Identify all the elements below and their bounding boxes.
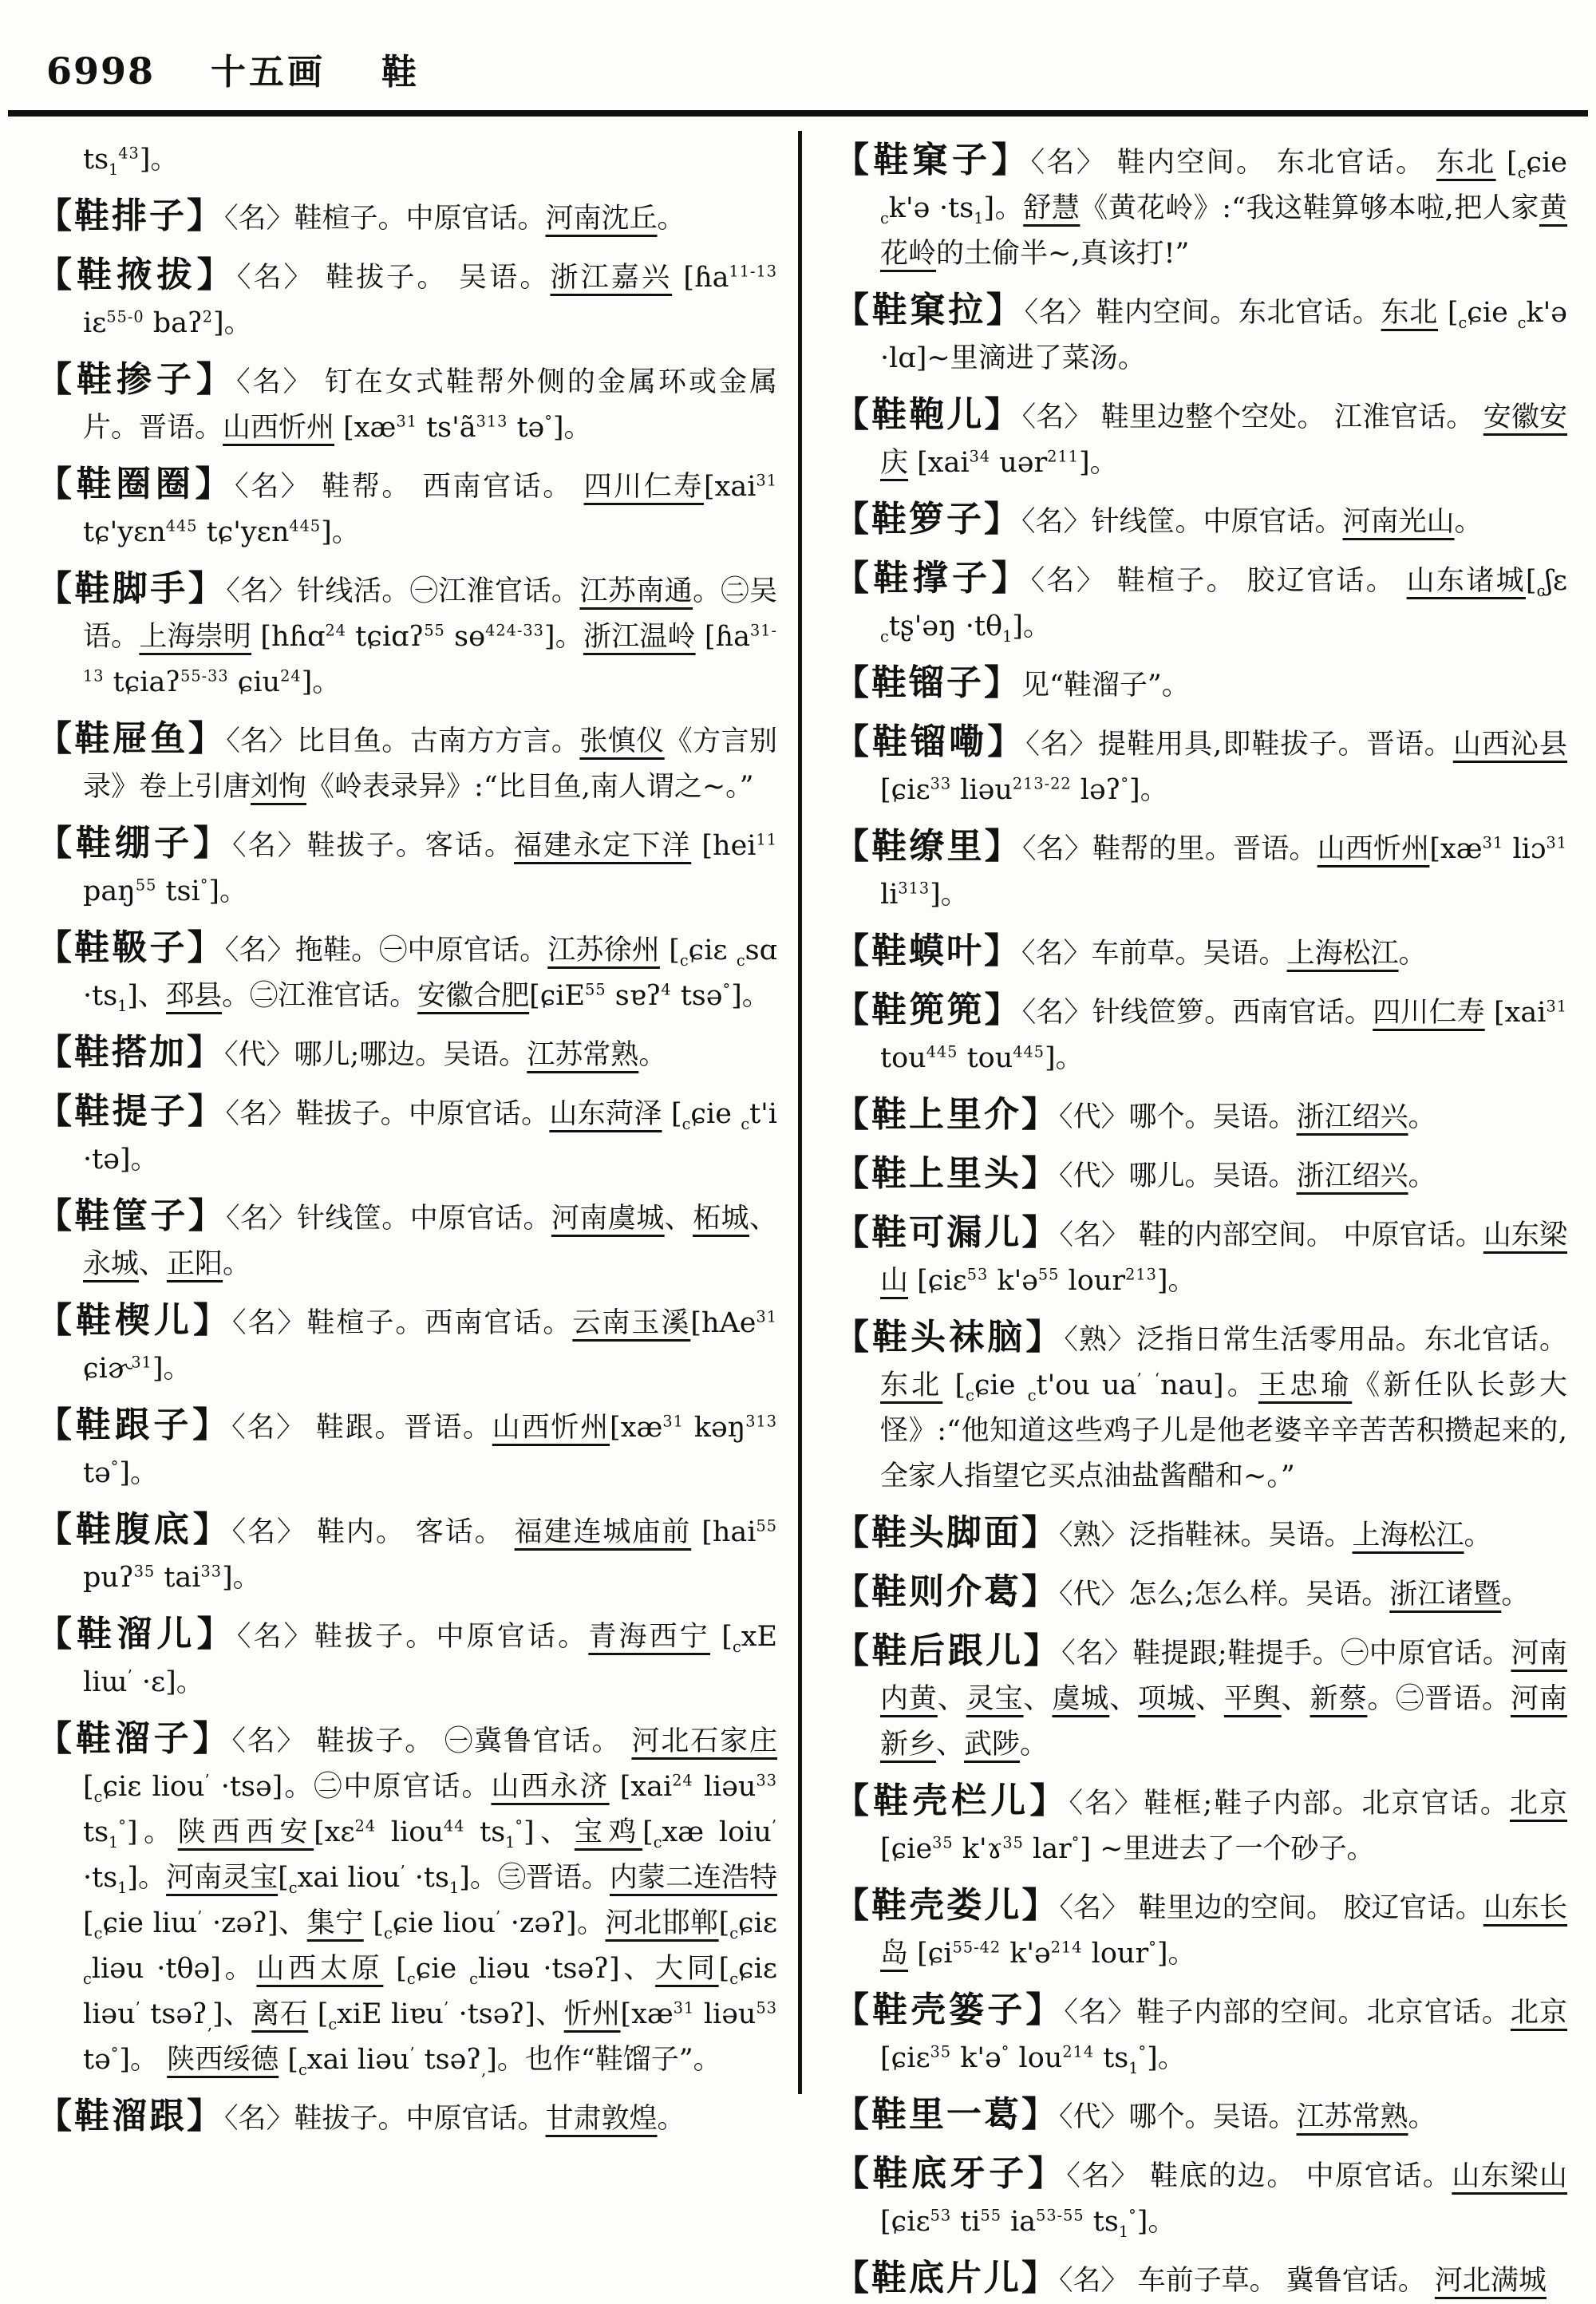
dictionary-entry	[834, 392, 1567, 486]
entry-body: 〈代〉哪个。吴语。江苏常熟。	[1059, 2101, 1436, 2133]
dictionary-entry	[834, 824, 1567, 918]
entry-headword: 【鞋上里介】	[834, 1094, 1059, 1135]
underlined-place-name: 刘恂	[251, 771, 307, 803]
entry-headword: 【鞋蟆叶】	[834, 931, 1021, 971]
dictionary-entry	[834, 660, 1567, 709]
underlined-place-name: 四川仁寿	[583, 471, 705, 503]
entry-headword: 【鞋腹底】	[37, 1509, 232, 1550]
underlined-place-name: 灵宝	[966, 1683, 1024, 1715]
dictionary-entry	[37, 2093, 777, 2142]
underlined-place-name: 浙江温岭	[583, 621, 696, 653]
entry-body: $ts_1^{43}$]。	[83, 144, 179, 180]
underlined-place-name: 北京	[1510, 1997, 1567, 2029]
dictionary-entry	[834, 1778, 1567, 1872]
entry-body: 〈名〉鞋楦子。西南官话。云南玉溪[hAe$^{31}$ ɕiɚ$^{31}$]。	[83, 1307, 777, 1385]
dictionary-entry	[834, 137, 1567, 277]
entry-body: 〈名〉针线笸箩。西南官话。四川仁寿 [xai$^{31}$ tou$^{445}$ tou$^{445}$]。	[880, 997, 1567, 1074]
dictionary-entry	[37, 1029, 777, 1078]
dictionary-entry	[834, 928, 1567, 977]
underlined-place-name: 项城	[1138, 1683, 1195, 1715]
underlined-place-name: 正阳	[167, 1248, 223, 1280]
dictionary-entry	[834, 1987, 1567, 2081]
underlined-place-name: 上海松江	[1352, 1520, 1464, 1551]
entry-headword: 【鞋则介葛】	[834, 1571, 1059, 1612]
stroke-section-title: 十五画	[211, 52, 326, 93]
underlined-place-name: 四川仁寿	[1373, 997, 1485, 1029]
underlined-place-name: 山西沁县	[1452, 729, 1567, 761]
underlined-place-name: 云南玉溪	[572, 1307, 691, 1339]
dictionary-entry	[37, 566, 777, 705]
entry-body: 〈名〉 鞋的内部空间。 中原官话。山东梁山 [ɕiɛ$^{53}$ k'ə$^{55}$ lour$^{213}$]。	[880, 1219, 1567, 1297]
entry-body: 〈名〉 鞋跟。晋语。山西忻州[$xæ^{31}$ kəŋ$^{313}$ tə°]。	[83, 1412, 777, 1489]
underlined-place-name: 东北	[880, 1369, 943, 1401]
underlined-place-name: 东北	[1436, 147, 1496, 179]
entry-headword: 【鞋壳栏儿】	[834, 1780, 1069, 1821]
dictionary-entry	[37, 357, 777, 451]
underlined-place-name: 浙江诸暨	[1389, 1579, 1502, 1610]
entry-headword: 【鞋筐子】	[37, 1195, 227, 1236]
radical-title: 鞋	[381, 52, 421, 93]
entry-body: 〈名〉拖鞋。㊀中原官话。江苏徐州 [$_cɕiɛ$ $_c$sɑ $\cdot ts_1$]、邳县。㊁江淮官话。安徽合肥[ɕiE$^{55}$ sɐʔ$^4$ tsə°]。	[83, 935, 778, 1016]
dictionary-entry	[37, 820, 777, 915]
entry-headword: 【鞋窠子】	[834, 140, 1031, 180]
entry-headword: 【鞋掖拔】	[37, 255, 237, 295]
entry-headword: 【鞋楔儿】	[37, 1300, 232, 1341]
two-column-body	[8, 131, 1588, 2298]
dictionary-entry	[37, 1507, 777, 1601]
page-header	[8, 22, 1588, 110]
underlined-place-name: 河南新乡	[880, 1683, 1567, 1761]
entry-body: 〈代〉哪儿。吴语。浙江绍兴。	[1059, 1160, 1436, 1192]
entry-body: 〈代〉哪儿;哪边。吴语。江苏常熟。	[224, 1039, 667, 1071]
underlined-place-name: 山东菏泽	[549, 1098, 662, 1130]
underlined-place-name: 青海西宁	[588, 1621, 710, 1653]
entry-headword: 【鞋上里头】	[834, 1153, 1059, 1194]
entry-headword: 【鞋缭里】	[834, 826, 1022, 867]
underlined-place-name: 河南内黄	[880, 1638, 1567, 1715]
dictionary-entry	[37, 1298, 777, 1392]
entry-body: 〈名〉提鞋用具,即鞋拔子。晋语。山西沁县 [ɕiɛ$^{33}$ liəu$^{213-22}$ ləʔ°]。	[880, 729, 1567, 806]
entry-body: 〈名〉鞋拔子。中原官话。青海西宁 [$_cxE$ liɯ’ ·ɛ]。	[83, 1621, 778, 1698]
underlined-place-name: 河北邯郸	[605, 1907, 719, 1939]
underlined-place-name: 浙江嘉兴	[550, 262, 673, 294]
underlined-place-name: 山西忻州	[223, 412, 335, 444]
left-column	[8, 131, 798, 2136]
underlined-place-name: 舒慧	[1023, 192, 1080, 224]
underlined-place-name: 新蔡	[1310, 1683, 1368, 1715]
right-column	[798, 131, 1588, 2298]
underlined-place-name: 河南灵宝	[166, 1862, 279, 1894]
entry-body: 〈名〉鞋内空间。东北官话。东北 [$_cɕie$ $_c$k'ə ·lɑ]~里滴进了菜汤。	[880, 297, 1567, 374]
entry-body: 〈名〉鞋提跟;鞋提手。㊀中原官话。河南内黄、灵宝、虞城、项城、平舆、新蔡。㊁晋语。河南新乡、武陟。	[880, 1638, 1567, 1761]
entry-body: 〈名〉针线筐。中原官话。河南虞城、柘城、永城、正阳。	[83, 1203, 777, 1280]
entry-body: 〈名〉针线筐。中原官话。河南光山。	[1021, 506, 1483, 538]
dictionary-entry	[834, 1569, 1567, 1618]
entry-body: 〈名〉针线活。㊀江淮官话。江苏南通。㊁吴语。上海崇明 [hɦɑ$^{24}$ tɕiɑʔ$^{55}$ sɵ$^{424-33}$]。浙江温岭 [ɦa$^{31-13}$ tɕiaʔ$^{55-33}$ ɕiu$^{24}$]。	[83, 575, 777, 698]
entry-headword: 【鞋掺子】	[37, 359, 237, 400]
entry-headword: 【鞋壳娄儿】	[834, 1885, 1060, 1926]
underlined-place-name: 大同	[655, 1953, 719, 1985]
entry-body: 〈名〉 鞋里边整个空处。 江淮官话。 安徽安庆 [xai$^{34}$ uər$^{211}$]。	[880, 401, 1567, 479]
underlined-place-name: 忻州	[563, 1998, 621, 2030]
entry-headword: 【鞋搭加】	[37, 1032, 224, 1073]
underlined-place-name: 宝鸡	[574, 1816, 643, 1848]
dictionary-entry	[834, 287, 1567, 381]
underlined-place-name: 张慎仪	[579, 725, 665, 757]
entry-headword: 【鞋里一葛】	[834, 2094, 1059, 2135]
dictionary-entry	[37, 925, 777, 1019]
entry-headword: 【鞋底牙子】	[834, 2153, 1067, 2194]
dictionary-entry	[834, 719, 1567, 813]
underlined-place-name: 山东长岛	[880, 1892, 1567, 1970]
dictionary-entry	[834, 1883, 1567, 1977]
entry-body: 〈名〉鞋拔子。中原官话。甘肃敦煌。	[224, 2103, 685, 2135]
underlined-place-name: 上海松江	[1286, 938, 1399, 970]
underlined-place-name: 福建永定下洋	[514, 830, 692, 862]
entry-body: 〈名〉 鞋拔子。 吴语。浙江嘉兴 [ɦa$^{11-13}$ iɛ$^{55-0}$ baʔ$^2$]。	[83, 262, 777, 339]
dictionary-entry	[37, 1089, 777, 1183]
entry-headword: 【鞋提子】	[37, 1091, 226, 1132]
dictionary-entry	[37, 252, 777, 346]
entry-headword: 【鞋溜跟】	[37, 2096, 224, 2136]
underlined-place-name: 安徽安庆	[880, 401, 1567, 479]
entry-headword: 【鞋排子】	[37, 196, 224, 236]
entry-body: 〈名〉鞋子内部的空间。北京官话。北京 [ɕiɛ$^{35}$ k'ə° lou$^{214}$ $ts_1^\circ$]。	[880, 1997, 1567, 2078]
entry-headword: 【鞋镏嘞】	[834, 721, 1026, 762]
entry-headword: 【鞋溜子】	[37, 1718, 232, 1759]
dictionary-entry	[37, 1716, 777, 2083]
underlined-place-name: 北京	[1509, 1788, 1567, 1820]
entry-body: 〈名〉 鞋帮。 西南官话。 四川仁寿[xai$^{31}$ tɕ'yɛn$^{445}$ tɕ'yɛn$^{445}$]。	[83, 471, 777, 548]
underlined-place-name: 山西永济	[491, 1771, 610, 1803]
entry-headword: 【鞋窠拉】	[834, 290, 1025, 330]
entry-body: 〈熟〉泛指鞋袜。吴语。上海松江。	[1059, 1520, 1492, 1551]
entry-headword: 【鞋后跟儿】	[834, 1630, 1062, 1671]
entry-body: 见“鞋溜子”。	[1021, 670, 1190, 701]
entry-body: 〈名〉 鞋内。 客话。 福建连城庙前 [hai$^{55}$ puʔ$^{35}$ tai$^{33}$]。	[83, 1516, 777, 1594]
dictionary-entry	[834, 1151, 1567, 1199]
underlined-place-name: 陕西绥德	[167, 2044, 279, 2076]
underlined-place-name: 王忠瑜	[1258, 1369, 1353, 1401]
entry-headword: 【鞋屉鱼】	[37, 718, 227, 759]
entry-headword: 【鞋撑子】	[834, 558, 1031, 599]
entry-body: 〈名〉 钉在女式鞋帮外侧的金属环或金属片。晋语。山西忻州 [$xæ^{31}$ $ts'ã^{313}$ tə°]。	[83, 366, 777, 444]
header-rule	[8, 110, 1588, 117]
underlined-place-name: 离石	[251, 1998, 309, 2030]
dictionary-entry	[834, 2151, 1567, 2245]
entry-headword: 【鞋头袜脑】	[834, 1317, 1065, 1358]
entry-body: 〈名〉鞋帮的里。晋语。山西忻州[$xæ^{31}$ liɔ$^{31}$ $li^{313}$]。	[880, 833, 1567, 911]
underlined-place-name: 福建连城庙前	[514, 1516, 692, 1548]
entry-headword: 【鞋箩子】	[834, 499, 1021, 539]
entry-headword: 【鞋圈圈】	[37, 464, 235, 504]
entry-headword: 【鞋鞄儿】	[834, 394, 1022, 435]
underlined-place-name: 江苏常熟	[1296, 2101, 1408, 2133]
entry-body: 〈名〉 鞋里边的空间。 胶辽官话。山东长岛 [ɕi$^{55-42}$ k'ə$^{214}$ lour°]。	[880, 1892, 1567, 1970]
underlined-place-name: 东北	[1381, 297, 1438, 329]
underlined-place-name: 集宁	[306, 1907, 364, 1939]
underlined-place-name: 浙江绍兴	[1296, 1160, 1408, 1192]
entry-body: 〈名〉 鞋内空间。 东北官话。 东北 [$_cɕie$ $_c$k'ə $\cdot ts_1$]。舒慧《黄花岭》:“我这鞋算够本啦,把人家黄花岭的土偷半~,真该打!”	[880, 147, 1568, 270]
dictionary-entry	[834, 2092, 1567, 2140]
dictionary-entry	[37, 461, 777, 555]
entry-headword: 【鞋镏子】	[834, 662, 1021, 703]
underlined-place-name: 山东梁山	[880, 1219, 1567, 1297]
entry-headword: 【鞋壳篓子】	[834, 1990, 1065, 2030]
underlined-place-name: 山西忻州	[1317, 833, 1430, 865]
entry-headword: 【鞋可漏儿】	[834, 1212, 1060, 1253]
entry-headword: 【鞋靸子】	[37, 927, 225, 968]
dictionary-entry	[834, 2255, 1567, 2304]
underlined-place-name: 武陟	[964, 1729, 1021, 1761]
entry-body: 〈熟〉泛指日常生活零用品。东北官话。东北 [$_cɕie$ $_c$t'ou ua’ ‘nau]。王忠瑜《新任队长彭大怪》:“他知道这些鸡子儿是他老婆辛辛苦苦积攒起来的,全家人指望它买点油盐酱醋和~。”	[880, 1324, 1567, 1492]
entry-body: 〈代〉哪个。吴语。浙江绍兴。	[1059, 1101, 1436, 1133]
underlined-place-name: 安徽合肥	[417, 980, 530, 1012]
entry-headword: 【鞋跟子】	[37, 1405, 232, 1445]
entry-headword: 【鞋头脚面】	[834, 1512, 1059, 1553]
dictionary-entry	[37, 193, 777, 242]
entry-body: 〈名〉鞋楦子。中原官话。河南沈丘。	[224, 203, 685, 235]
dictionary-entry	[37, 1611, 777, 1705]
dictionary-entry	[37, 137, 777, 183]
underlined-place-name: 邳县	[166, 980, 223, 1012]
entry-body: 〈名〉比目鱼。古南方方言。张慎仪《方言别录》卷上引唐刘恂《岭表录异》:“比目鱼,南人谓之~。”	[83, 725, 777, 803]
entry-body: 〈名〉 鞋楦子。 胶辽官话。 山东诸城[$_cʃɛ$ $_c$tʂ'əŋ $\cdot t\theta_1$]。	[880, 565, 1567, 646]
underlined-place-name: 黄花岭	[880, 192, 1568, 270]
dictionary-entry	[834, 1210, 1567, 1304]
entry-headword: 【鞋脚手】	[37, 568, 227, 609]
underlined-place-name: 浙江绍兴	[1296, 1101, 1408, 1133]
entry-body: 〈名〉鞋框;鞋子内部。北京官话。北京 [ɕie$^{35}$ k'ɤ$^{35}$ lar°] ~里进去了一个砂子。	[880, 1788, 1567, 1865]
underlined-place-name: 河南虞城	[551, 1203, 665, 1235]
entry-body: 〈名〉 车前子草。 冀鲁官话。 河北满城	[1059, 2265, 1547, 2297]
underlined-place-name: 柘城	[693, 1203, 749, 1235]
dictionary-entry	[834, 1510, 1567, 1559]
underlined-place-name: 江苏南通	[579, 575, 693, 607]
dictionary-entry	[834, 496, 1567, 545]
underlined-place-name: 上海崇明	[139, 621, 252, 653]
entry-headword: 【鞋篼篼】	[834, 990, 1022, 1030]
dictionary-entry	[834, 1314, 1567, 1500]
underlined-place-name: 江苏徐州	[547, 935, 660, 966]
underlined-place-name: 平舆	[1223, 1683, 1282, 1715]
dictionary-entry	[37, 1193, 777, 1287]
underlined-place-name: 河南光山	[1342, 506, 1455, 538]
underlined-place-name: 山西太原	[256, 1953, 384, 1985]
entry-body: 〈名〉鞋拔子。客话。福建永定下洋 [hei$^{11}$ paŋ$^{55}$ tsi°]。	[83, 830, 777, 907]
dictionary-entry	[834, 555, 1567, 650]
underlined-place-name: 山东梁山	[1452, 2160, 1567, 2192]
underlined-place-name: 内蒙二连浩特	[609, 1862, 777, 1894]
page-number: 6998	[46, 49, 156, 93]
entry-body: 〈名〉鞋拔子。中原官话。山东菏泽 [$_cɕie$ $_c$t'i ·tə]。	[83, 1098, 777, 1176]
underlined-place-name: 山东诸城	[1406, 565, 1526, 597]
dictionary-entry	[834, 1628, 1567, 1768]
entry-body: 〈名〉 鞋底的边。 中原官话。山东梁山 [ɕiɛ$^{53}$ $ti^{55}$ $ia^{53-55}$ $ts_1^\circ$]。	[880, 2160, 1567, 2242]
entry-body: 〈名〉车前草。吴语。上海松江。	[1021, 938, 1427, 970]
underlined-place-name: 江苏常熟	[527, 1039, 639, 1071]
dictionary-entry	[834, 1092, 1567, 1140]
underlined-place-name: 甘肃敦煌	[545, 2103, 658, 2135]
underlined-place-name: 山西忻州	[492, 1412, 610, 1444]
underlined-place-name: 陕西西安	[177, 1816, 314, 1848]
entry-headword: 【鞋底片儿】	[834, 2258, 1059, 2298]
entry-body: 〈代〉怎么;怎么样。吴语。浙江诸暨。	[1059, 1579, 1530, 1610]
dictionary-entry	[37, 716, 777, 810]
underlined-place-name: 永城	[83, 1248, 140, 1280]
underlined-place-name: 河南沈丘	[545, 203, 658, 235]
underlined-place-name: 河北石家庄	[631, 1725, 777, 1757]
entry-headword: 【鞋绷子】	[37, 823, 233, 864]
underlined-place-name: 虞城	[1052, 1683, 1110, 1715]
dictionary-entry	[834, 987, 1567, 1081]
dictionary-entry	[37, 1402, 777, 1496]
entry-headword: 【鞋溜儿】	[37, 1614, 237, 1654]
underlined-place-name: 河北满城	[1434, 2265, 1547, 2297]
entry-body: 〈名〉 鞋拔子。 ㊀冀鲁官话。 河北石家庄 [$_cɕiɛ$ liou’ ·tsə]。㊁中原官话。山西永济 [xai$^{24}$ liəu$^{33}$ $ts_1^\circ$]。陕西西安[xɛ$^{24}$ liou$^{44}$ $ts_1^\circ$]、宝鸡[$_cxæ$ loiu’ $\cdot ts_1$]。河南灵宝[$_cxai$ liou’ $\cdot ts_1$]。㊂晋语。内蒙二连浩特[$_cɕie$ liɯ’ ·zəʔ]、集宁 [$_cɕie$ liou’ ·zəʔ]。河北邯郸[$_cɕiɛ$ $_c$liəu ·tθə]。山西太原 [$_cɕie$ $_c$liəu ·tsəʔ]、大同[$_cɕiɛ$ liəu’ tsəʔ$_,$]、离石 [$_cxiE$ liɐu’ ·tsəʔ]、忻州[$xæ^{31}$ liəu$^{53}$ tə°]。 陕西绥德 [$_cxai$ liəu’ tsəʔ$_,$]。也作“鞋馏子”。	[83, 1725, 777, 2080]
